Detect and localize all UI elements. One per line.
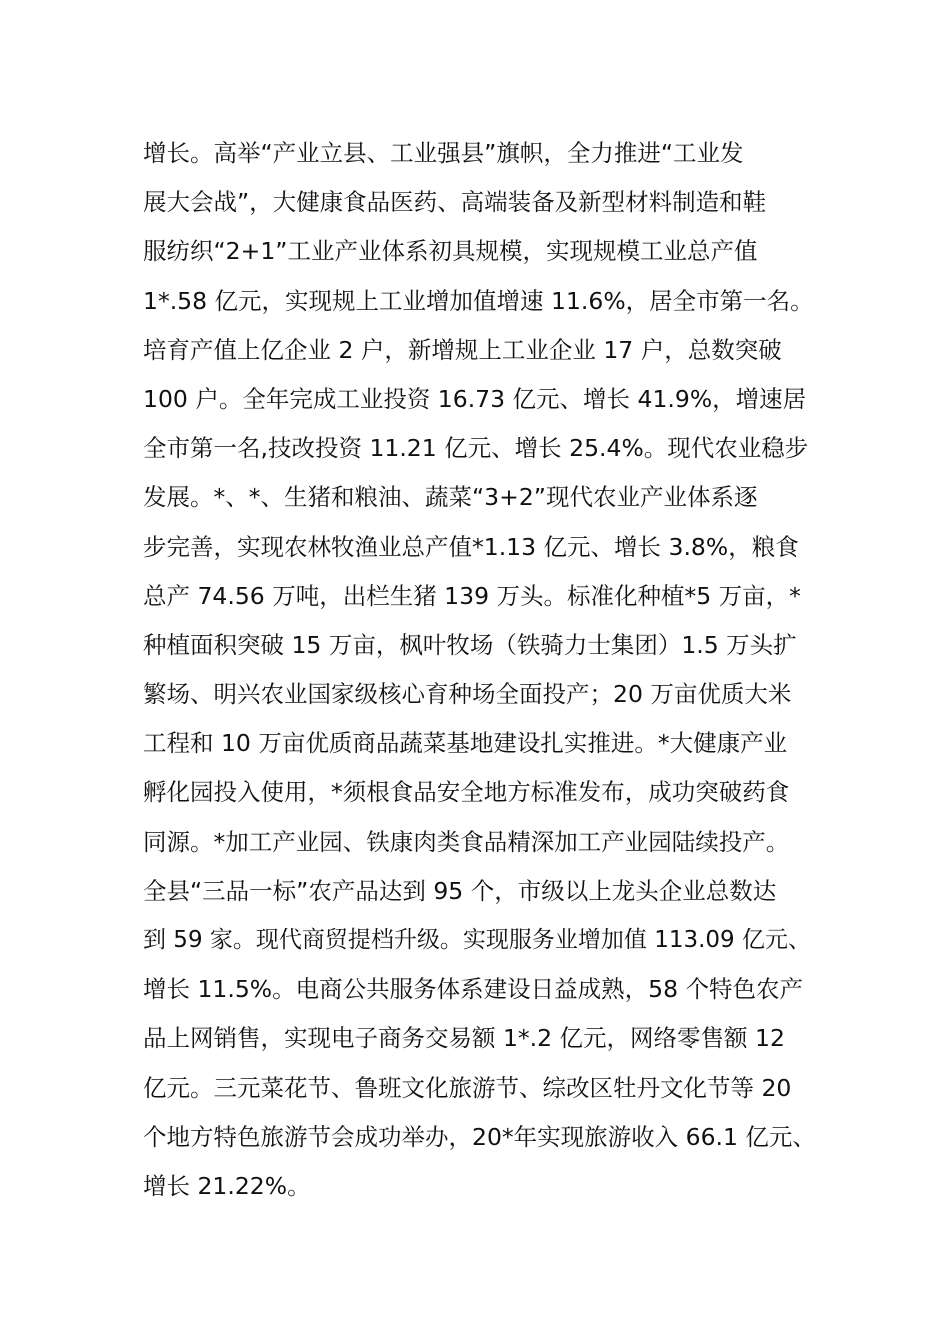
text-line: 到 59 家。现代商贸提档升级。实现服务业增加值 113.09 亿元、 xyxy=(143,927,811,953)
text-line: 全市第一名,技改投资 11.21 亿元、增长 25.4%。现代农业稳步 xyxy=(143,434,809,463)
text-line: 种植面积突破 15 万亩，枫叶牧场（铁骑力士集团）1.5 万头扩 xyxy=(143,630,797,659)
text-line: 增长 21.22%。 xyxy=(143,1171,311,1200)
text-line: 100 户。全年完成工业投资 16.73 亿元、增长 41.9%，增速居 xyxy=(143,384,807,413)
text-line: 繁场、明兴农业国家级核心育种场全面投产；20 万亩优质大米 xyxy=(143,680,792,709)
text-line: 工程和 10 万亩优质商品蔬菜基地建设扎实推进。*大健康产业 xyxy=(143,729,788,758)
text-line: 亿元。三元菜花节、鲁班文化旅游节、综改区牡丹文化节等 20 xyxy=(143,1073,792,1102)
text-line: 个地方特色旅游节会成功举办，20*年实现旅游收入 66.1 亿元、 xyxy=(143,1122,816,1151)
text-line: 增长。高举“产业立县、工业强县”旗帜，全力推进“工业发 xyxy=(143,139,744,167)
text-line: 孵化园投入使用，*须根食品安全地方标准发布，成功突破药食 xyxy=(143,778,790,807)
text-line: 全县“三品一标”农产品达到 95 个，市级以上龙头企业总数达 xyxy=(143,876,777,905)
text-line: 发展。*、*、生猪和粮油、蔬菜“3+2”现代农业产业体系逐 xyxy=(143,483,758,512)
text-line: 总产 74.56 万吨，出栏生猪 139 万头。标准化种植*5 万亩，* xyxy=(143,581,801,610)
text-line: 培育产值上亿企业 2 户，新增规上工业企业 17 户，总数突破 xyxy=(143,335,782,364)
text-line: 1*.58 亿元，实现规上工业增加值增速 11.6%，居全市第一名。 xyxy=(143,286,814,315)
text-line: 服纺织“2+1”工业产业体系初具规模，实现规模工业总产值 xyxy=(143,237,758,266)
body-paragraph xyxy=(143,129,823,1211)
text-line: 同源。*加工产业园、铁康肉类食品精深加工产业园陆续投产。 xyxy=(143,827,790,856)
text-line: 展大会战”，大健康食品医药、高端装备及新型材料制造和鞋 xyxy=(143,188,767,217)
text-line: 步完善，实现农林牧渔业总产值*1.13 亿元、增长 3.8%，粮食 xyxy=(143,532,799,561)
text-line: 增长 11.5%。电商公共服务体系建设日益成熟，58 个特色农产 xyxy=(143,975,803,1004)
text-line: 品上网销售，实现电子商务交易额 1*.2 亿元，网络零售额 12 xyxy=(143,1024,785,1053)
